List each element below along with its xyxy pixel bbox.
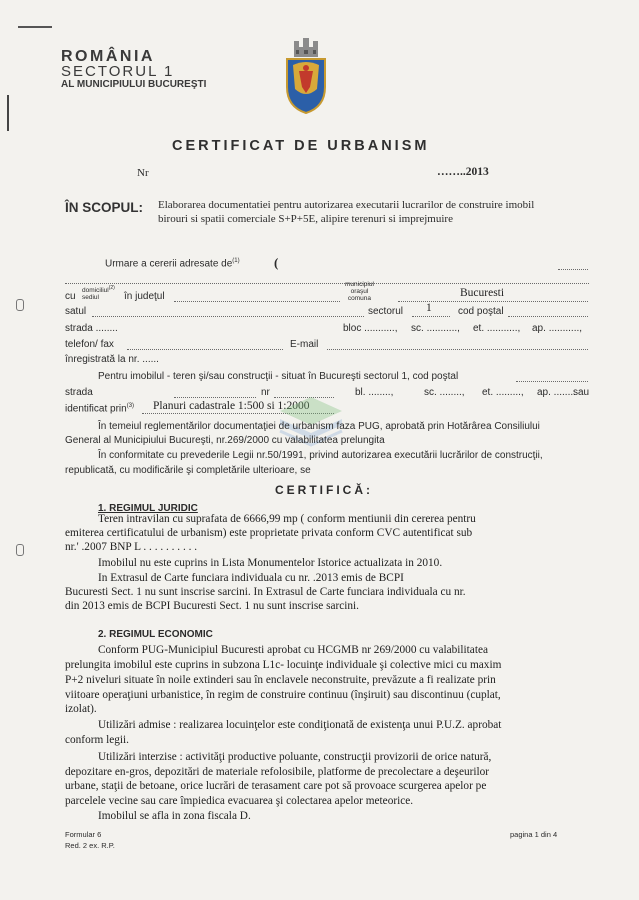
section2-line-8: Utilizări interzise : activităţi productive poluante, construcţii provizorii de orice natură, [98, 751, 492, 763]
section1-line-6: Bucuresti Sect. 1 nu sunt inscrise sarcini. In Extrasul de Carte funciara individuala cu nr. [65, 586, 466, 598]
request-dots-line [65, 283, 589, 284]
domiciliul-text: domiciliul [82, 287, 109, 295]
property-strada: strada [65, 387, 93, 398]
identificat-sup: (3) [126, 403, 135, 409]
header-sector: SECTORUL 1 [61, 63, 175, 80]
section2-line-4: viitoare operaţiuni urbanistice, în regim de construire continuu (înşiruit) sau discontinuu (cuplat, [65, 689, 501, 701]
telefon-label: telefon/ fax [65, 339, 114, 350]
identificat-text: identificat prin [65, 403, 127, 415]
cod-postal-dots [508, 316, 588, 317]
section2-heading: 2. REGIMUL ECONOMIC [98, 629, 213, 640]
sectorul-label: sectorul [368, 306, 404, 317]
property-identificat [65, 403, 134, 414]
scope-line-1: Elaborarea documentatiei pentru autorizarea executarii lucrarilor de construire imobil [158, 199, 535, 211]
scan-mark-left [7, 95, 9, 131]
footer-red: Red. 2 ex. R.P. [65, 841, 115, 850]
request-dots [558, 269, 588, 270]
nr-label: Nr [137, 167, 149, 179]
property-sau: sau [573, 387, 590, 398]
email-label: E-mail [290, 339, 319, 350]
domiciliul-sup: (2) [108, 285, 115, 291]
section1-line-2: emiterea certificatului de urbanism) este proprietate privata conform CVC autentificat sub [65, 527, 473, 539]
municipiul-label [345, 281, 374, 302]
scan-mark-top [18, 26, 52, 28]
section2-line-6: Utilizări admise : realizarea locuinţelor este condiţionată de existenţa unui P.U.Z. aprobat [98, 719, 502, 731]
footer-page: pagina 1 din 4 [510, 830, 558, 839]
sc-dots-text: ..........., [426, 323, 460, 334]
sector-dots [412, 316, 450, 317]
section2-line-7: conform legii. [65, 734, 129, 746]
certifica-heading: CERTIFICĂ: [275, 483, 373, 497]
request-mark: ( [274, 255, 279, 270]
ap-label [532, 323, 582, 334]
bloc-label [343, 323, 397, 334]
section2-line-9: depozitare en-gros, depozitări de materiale refolosibile, platforme de precolectare a deşeurilor [65, 766, 490, 778]
section2-line-1: Conform PUG-Municipiul Bucuresti aprobat cu HCGMB nr 269/2000 cu valabilitatea [98, 644, 488, 656]
sc-label [411, 323, 460, 334]
et-text: et. [473, 323, 485, 334]
section1-line-7: din 2013 emis de BCPI Bucuresti Sect. 1 nu sunt inscrise sarcini. [65, 600, 360, 612]
sector-value: 1 [426, 302, 432, 314]
section1-line-5: In Extrasul de Carte funciara individuala cu nr. .2013 emis de BCPI [98, 572, 404, 584]
municipiul-text: municipiul [345, 281, 374, 288]
satul-label: satul [65, 306, 87, 317]
section2-line-12: Imobilul se afla in zona fiscala D. [98, 810, 251, 822]
request-label-text: Urmare a cererii adresate de [105, 258, 233, 270]
inregistrata-label: înregistrată la nr. ...... [65, 354, 159, 365]
strada-text: strada [65, 323, 93, 334]
property-line-1: Pentru imobilul - teren şi/sau construcţii - situat în Bucureşti sectorul 1, cod poştal [98, 371, 459, 382]
email-dots [327, 349, 588, 350]
bloc-text: bloc [343, 323, 362, 334]
section2-line-2: prelungita imobilul este cuprins in subzona L1c- locuinţe individuale şi colective mici cu maxim [65, 659, 502, 671]
section2-line-10: urbane, staţii de betoane, orice lucrări de terasament care pot să provoace scurgerea apelor pe [65, 780, 487, 792]
section1-line-3: nr.' .2007 BNP L . . . . . . . . . . [65, 541, 198, 553]
scope-line-2: birouri si spatii comerciale S+P+5E, alipire terenuri si imprejmuire [158, 213, 453, 225]
basis-line-4: republicată, cu modificările şi completările ulterioare, se [65, 465, 311, 476]
domiciliul-label [82, 285, 115, 301]
property-planuri: Planuri cadastrale 1:500 si 1:2000 [153, 400, 310, 412]
section2-line-11: parcelele vecine sau care împiedica evacuarea şi colectarea apelor meteorice. [65, 795, 414, 807]
property-cod-dots [516, 381, 588, 382]
strada-label [65, 323, 118, 334]
header-municipality: AL MUNICIPIULUI BUCUREŞTI [61, 79, 207, 90]
strada-dots-text: ........ [95, 323, 118, 334]
punch-mark-1 [16, 299, 24, 311]
year-value: ……..2013 [437, 166, 489, 178]
et-label [473, 323, 520, 334]
ap-text: ap. [532, 323, 546, 334]
judetul-label: în judeţul [124, 291, 165, 302]
judetul-dots [174, 301, 340, 302]
bucharest-coat-of-arms-icon [283, 37, 329, 115]
header-country: ROMÂNIA [61, 48, 155, 65]
telefon-dots [127, 349, 283, 350]
property-strada-dots [174, 397, 256, 398]
section1-heading: 1. REGIMUL JURIDIC [98, 503, 198, 514]
satul-dots [92, 316, 364, 317]
cod-postal-label: cod poştal [458, 306, 504, 317]
property-sc: sc. ........, [424, 387, 465, 398]
property-bl: bl. ........, [355, 387, 394, 398]
sc-text: sc. [411, 323, 424, 334]
et-dots-text: ..........., [486, 323, 521, 334]
orasul-text: oraşul [350, 288, 369, 295]
section2-line-5: izolat). [65, 703, 97, 715]
city-value: Bucuresti [460, 287, 505, 299]
section2-line-3: P+2 niveluri situate în noile extinderi sau în enclavele neconstruite, prevăzute a fi realizate prin [65, 674, 496, 686]
footer-formular: Formular 6 [65, 830, 102, 839]
sediul-text: sediul [82, 294, 99, 302]
request-label [105, 258, 240, 269]
cu-label: cu [65, 291, 76, 302]
request-sup: (1) [232, 258, 240, 264]
scope-label: ÎN SCOPUL: [65, 200, 144, 215]
property-ap: ap. ........ [537, 387, 576, 398]
page-title: CERTIFICAT DE URBANISM [172, 138, 430, 154]
punch-mark-2 [16, 544, 24, 556]
property-nr: nr [261, 387, 270, 398]
basis-line-2: General al Municipiului Bucureşti, nr.269/2000 cu valabilitatea prelungita [65, 435, 385, 446]
section1-line-4: Imobilul nu este cuprins in Lista Monumentelor Istorice actualizata in 2010. [98, 557, 443, 569]
ap-dots-text: ..........., [548, 323, 583, 334]
comuna-text: comuna [347, 295, 372, 302]
section1-line-1: Teren intravilan cu suprafata de 6666,99 mp ( conform mentiunii din cererea pentru [98, 513, 476, 525]
basis-line-3: În conformitate cu prevederile Legii nr.50/1991, privind autorizarea executării lucrărilor de construcţii, [98, 450, 543, 461]
bloc-dots-text: ..........., [364, 323, 398, 334]
basis-line-1: În temeiul reglementărilor documentaţiei de urbanism faza PUG, aprobată prin Hotărârea Consiliului [98, 421, 540, 432]
property-et: et. ........., [482, 387, 524, 398]
